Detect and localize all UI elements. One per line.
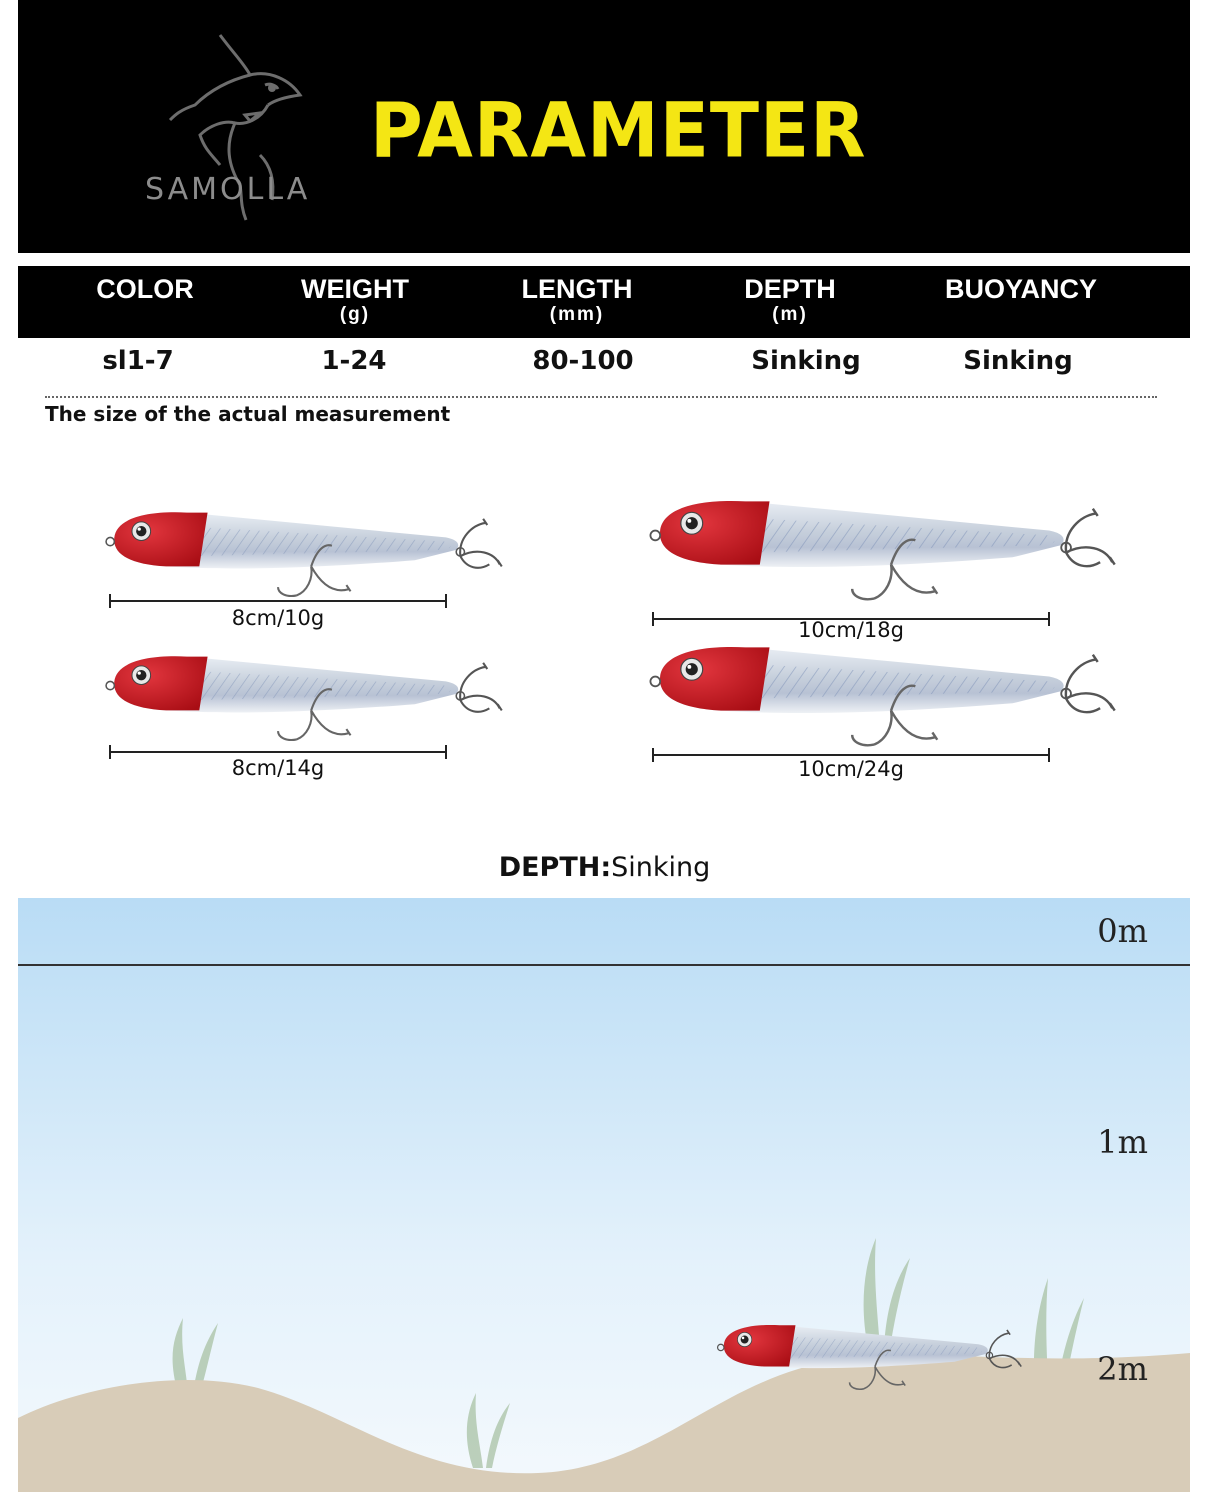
measurement-note: The size of the actual measurement — [45, 402, 451, 426]
size-label-10cm-18g: 10cm/18g — [798, 618, 904, 642]
value-length: 80-100 — [532, 346, 634, 376]
lure-image-sinking — [716, 1302, 1026, 1412]
parameter-table-header — [18, 266, 1190, 338]
dotted-divider — [45, 396, 1157, 398]
brand-name: SAMOLLA — [145, 172, 311, 207]
depth-title: DEPTH:Sinking — [498, 852, 711, 883]
value-buoyancy: Sinking — [963, 346, 1073, 376]
size-label-10cm-24g: 10cm/24g — [798, 757, 904, 781]
column-header-depth: DEPTH (m) — [744, 274, 836, 325]
depth-label-1m: 1m — [1097, 1123, 1148, 1161]
depth-label-2m: 2m — [1097, 1350, 1148, 1388]
column-header-length: LENGTH (mm) — [521, 274, 633, 325]
size-label-8cm-10g: 8cm/10g — [231, 606, 325, 630]
column-header-weight: WEIGHT (g) — [301, 274, 409, 325]
depth-diagram — [18, 898, 1190, 1492]
depth-label-0m: 0m — [1097, 912, 1148, 950]
value-weight: 1-24 — [321, 346, 387, 376]
size-label-8cm-14g: 8cm/14g — [231, 756, 325, 780]
lure-image-10cm-24g — [648, 640, 1122, 752]
lure-image-8cm-14g — [104, 650, 508, 746]
page-title: PARAMETER — [370, 85, 867, 175]
lure-image-8cm-10g — [104, 506, 508, 602]
value-color: sl1-7 — [102, 346, 174, 376]
column-header-color: COLOR — [96, 274, 194, 304]
value-depth: Sinking — [751, 346, 861, 376]
lure-image-10cm-18g — [648, 494, 1122, 606]
column-header-buoyancy: BUOYANCY — [944, 274, 1098, 304]
